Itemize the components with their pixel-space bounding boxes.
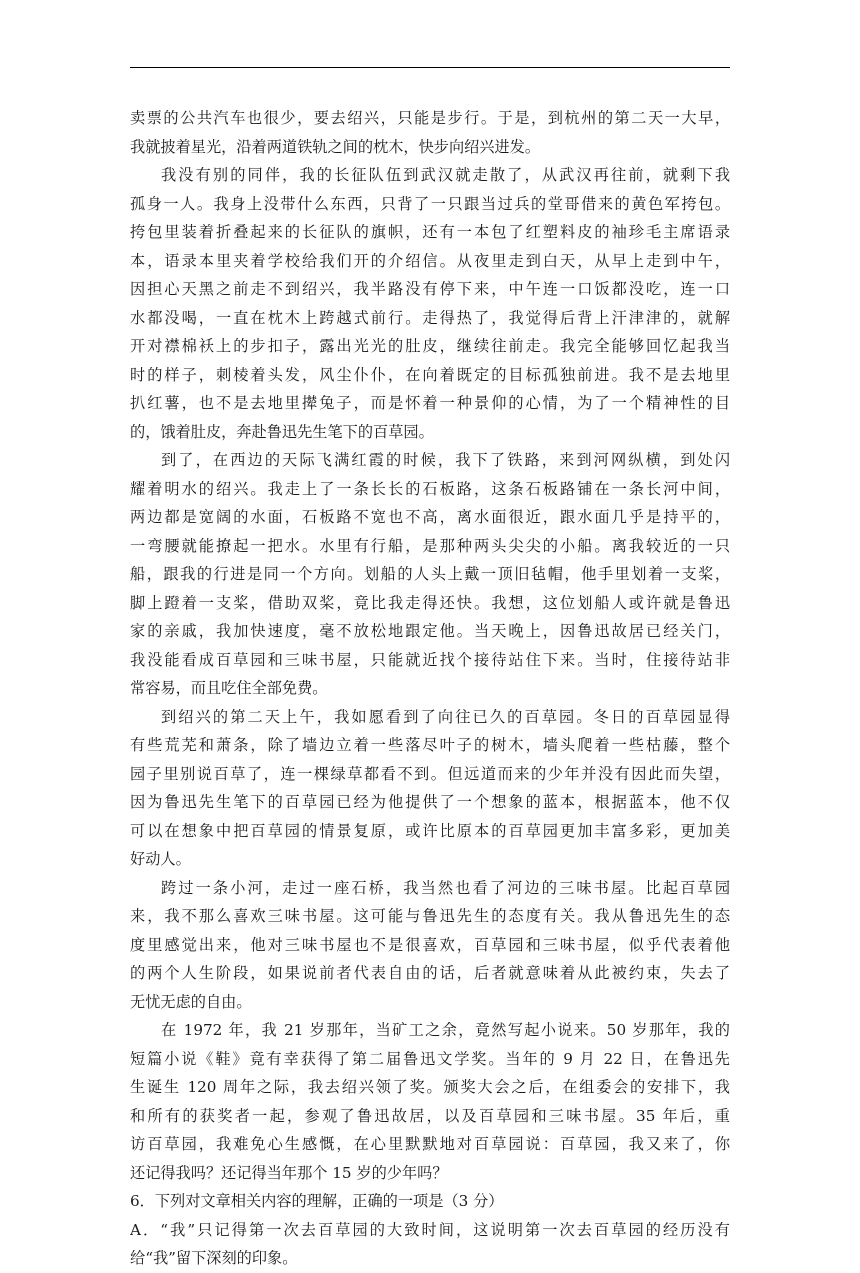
text-line: 短篇小说《鞋》竟有幸获得了第二届鲁迅文学奖。当年的 9 月 22 日，在鲁迅先 — [130, 1049, 730, 1068]
header-rule — [130, 67, 730, 68]
text-line: A．“我”只记得第一次去百草园的大致时间，这说明第一次去百草园的经历没有 — [130, 1220, 730, 1239]
text-line: 到了，在西边的天际飞满红霞的时候，我下了铁路，来到河网纵横，到处闪 — [161, 451, 730, 469]
text-line: 两边都是宽阔的水面，石板路不宽也不高，离水面很近，跟水面几乎是持平的， — [130, 508, 730, 526]
text-line: 一弯腰就能撩起一把水。水里有行船，是那种两头尖尖的小船。离我较近的一只 — [130, 536, 730, 555]
text-line: 家的亲戚，我加快速度，毫不放松地跟定他。当天晚上，因鲁迅故居已经关门， — [130, 622, 730, 640]
text-line: 我没有别的同伴，我的长征队伍到武汉就走散了，从武汉再往前，就剩下我 — [161, 166, 730, 184]
text-line: 扒红薯，也不是去地里撵兔子，而是怀着一种景仰的心情，为了一个精神性的目 — [130, 394, 730, 412]
text-line: 的两个人生阶段，如果说前者代表自由的话，后者就意味着从此被约束，失去了 — [130, 964, 730, 982]
text-line: 无忧无虑的自由。 — [130, 992, 252, 1011]
text-line: 好动人。 — [130, 850, 191, 868]
text-line: 挎包里装着折叠起来的长征队的旗帜，还有一本包了红塑料皮的袖珍毛主席语录 — [130, 223, 730, 241]
text-line: 和所有的获奖者一起，参观了鲁迅故居，以及百草园和三味书屋。35 年后，重 — [130, 1106, 730, 1125]
text-line: 访百草园，我难免心生感慨，在心里默默地对百草园说：百草园，我又来了，你 — [130, 1135, 730, 1153]
text-line: 船，跟我的行进是同一个方向。划船的人头上戴一顶旧毡帽，他手里划着一支桨， — [130, 565, 730, 583]
text-line: 给“我”留下深刻的印象。 — [130, 1249, 298, 1267]
text-line: 开对襟棉袄上的步扣子，露出光光的肚皮，继续往前走。我完全能够回忆起我当 — [130, 337, 730, 355]
text-line: 园子里别说百草了，连一棵绿草都看不到。但远道而来的少年并没有因此而失望， — [130, 764, 730, 783]
text-line: 可以在想象中把百草园的情景复原，或许比原本的百草园更加丰富多彩，更加美 — [130, 821, 730, 840]
text-line: 常容易，而且吃住全部免费。 — [130, 679, 328, 697]
text-line: 来，我不那么喜欢三味书屋。这可能与鲁迅先生的态度有关。我从鲁迅先生的态 — [130, 907, 730, 925]
text-line: 卖票的公共汽车也很少，要去绍兴，只能是步行。于是，到杭州的第二天一大早， — [130, 109, 730, 127]
text-line: 孤身一人。我身上没带什么东西，只背了一只跟当过兵的堂哥借来的黄色军挎包。 — [130, 194, 730, 213]
text-line: 耀着明水的绍兴。我走上了一条长长的石板路，这条石板路铺在一条长河中间， — [130, 479, 730, 498]
text-line: 6．下列对文章相关内容的理解，正确的一项是（3 分） — [130, 1192, 504, 1210]
text-line: 跨过一条小河，走过一座石桥，我当然也看了河边的三味书屋。比起百草园 — [161, 878, 730, 897]
text-line: 因担心天黑之前走不到绍兴，我半路没有停下来，中午连一口饭都没吃，连一口 — [130, 280, 730, 298]
text-line: 因为鲁迅先生笔下的百草园已经为他提供了一个想象的蓝本，根据蓝本，他不仅 — [130, 793, 730, 811]
text-line: 我就披着星光，沿着两道铁轨之间的枕木，快步向绍兴进发。 — [130, 137, 541, 156]
text-line: 生诞生 120 周年之际，我去绍兴领了奖。颁奖大会之后，在组委会的安排下，我 — [130, 1078, 730, 1096]
text-line: 我没能看成百草园和三味书屋，只能就近找个接待站住下来。当时，住接待站非 — [130, 650, 730, 669]
text-line: 度里感觉出来，他对三味书屋也不是很喜欢，百草园和三味书屋，似乎代表着他 — [130, 935, 730, 954]
text-line: 本，语录本里夹着学校给我们开的介绍信。从夜里走到白天，从早上走到中午， — [130, 251, 730, 270]
text-line: 还记得我吗？还记得当年那个 15 岁的少年吗？ — [130, 1163, 448, 1182]
text-line: 的，饿着肚皮，奔赴鲁迅先生笔下的百草园。 — [130, 422, 434, 441]
text-line: 脚上蹬着一支桨，借助双桨，竟比我走得还快。我想，这位划船人或许就是鲁迅 — [130, 593, 730, 612]
text-line: 到绍兴的第二天上午，我如愿看到了向往已久的百草园。冬日的百草园显得 — [161, 707, 730, 726]
text-line: 有些荒芜和萧条，除了墙边立着一些落尽叶子的树木，墙头爬着一些枯藤，整个 — [130, 736, 730, 754]
text-line: 水都没喝，一直在枕木上跨越式前行。走得热了，我觉得后背上汗津津的，就解 — [130, 308, 730, 327]
text-line: 时的样子，刺棱着头发，风尘仆仆，在向着既定的目标孤独前进。我不是去地里 — [130, 365, 730, 384]
document-body — [130, 104, 730, 1273]
text-line: 在 1972 年，我 21 岁那年，当矿工之余，竟然写起小说来。50 岁那年，我的 — [161, 1021, 730, 1039]
